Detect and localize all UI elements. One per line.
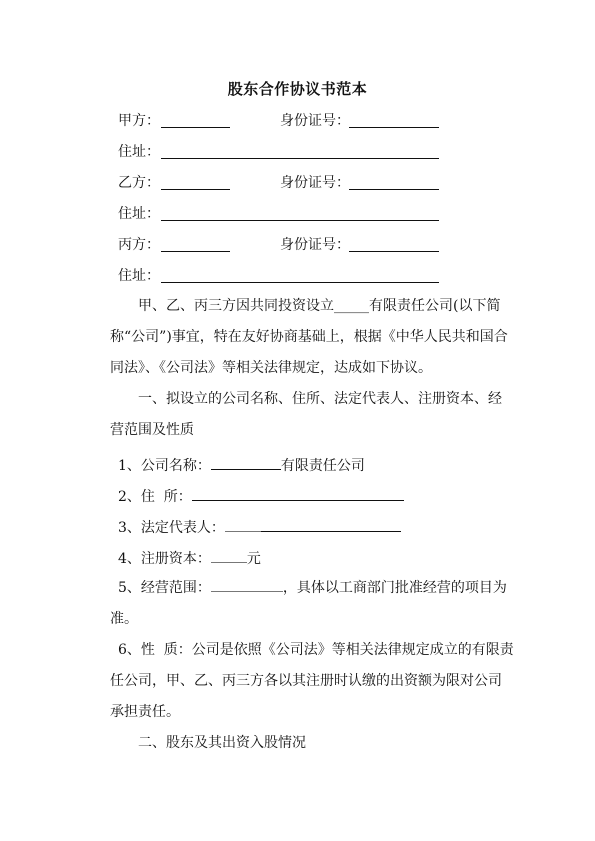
item-business-scope — [110, 573, 515, 635]
party-bing-id-blank[interactable] — [349, 251, 439, 252]
item-registered-capital — [118, 548, 261, 568]
party-bing-address-blank[interactable] — [161, 282, 439, 283]
item-business-scope-suffix: ，具体以工商部门批准经营的项目为准。 — [110, 580, 507, 627]
party-yi-address-label: 住址： — [118, 206, 160, 222]
party-jia-id-blank[interactable] — [349, 127, 439, 128]
company-name-blank[interactable] — [211, 455, 281, 470]
party-jia-label: 甲方： — [118, 113, 160, 129]
party-jia-name-blank[interactable] — [161, 127, 230, 128]
party-yi-id-label: 身份证号： — [280, 175, 350, 191]
party-bing-name-blank[interactable] — [161, 251, 230, 252]
legal-rep-blank-short[interactable] — [225, 517, 261, 532]
item-business-scope-label: 5、经营范围： — [118, 580, 211, 596]
section1-heading: 一、拟设立的公司名称、住所、法定代表人、注册资本、经营范围及性质 — [110, 391, 502, 438]
item-address — [118, 486, 404, 506]
item-legal-rep — [118, 517, 401, 537]
item-company-name-suffix: 有限责任公司 — [280, 458, 365, 474]
item-address-label: 2、住 所： — [118, 489, 192, 505]
party-jia-id-label: 身份证号： — [280, 113, 350, 129]
party-yi-label: 乙方： — [118, 175, 160, 191]
party-bing-address-label: 住址： — [118, 268, 160, 284]
document-title: 股东合作协议书范本 — [227, 80, 368, 98]
party-bing-label: 丙方： — [118, 237, 160, 253]
legal-rep-blank[interactable] — [261, 517, 401, 532]
party-yi-address-blank[interactable] — [161, 220, 439, 221]
item-company-name — [118, 455, 365, 475]
party-jia-address-blank[interactable] — [161, 158, 439, 159]
party-yi-id-blank[interactable] — [349, 189, 439, 190]
registered-capital-blank[interactable] — [211, 548, 247, 563]
item-registered-capital-label: 4、注册资本： — [118, 551, 211, 567]
party-yi-name-blank[interactable] — [161, 189, 230, 190]
item-legal-rep-label: 3、法定代表人： — [118, 520, 225, 536]
intro-paragraph: 甲、乙、丙三方因共同投资设立_____有限责任公司(以下简称“公司”)事宜，特在友好协商基础上，根据《中华人民共和国合同法》、《公司法》等相关法律规定，达成如下协议。 — [110, 298, 508, 376]
item-registered-capital-suffix: 元 — [246, 551, 261, 567]
party-bing-id-label: 身份证号： — [280, 237, 350, 253]
address-blank[interactable] — [192, 486, 404, 501]
business-scope-blank[interactable] — [211, 577, 283, 592]
party-jia-address-label: 住址： — [118, 144, 160, 160]
item-company-name-label: 1、公司名称： — [118, 458, 211, 474]
section2-heading: 二、股东及其出资入股情况 — [138, 735, 306, 751]
item-company-nature: 6、性 质：公司是依照《公司法》等相关法律规定成立的有限责任公司，甲、乙、丙三方各以其注册时认缴的出资额为限对公司承担责任。 — [110, 642, 514, 720]
